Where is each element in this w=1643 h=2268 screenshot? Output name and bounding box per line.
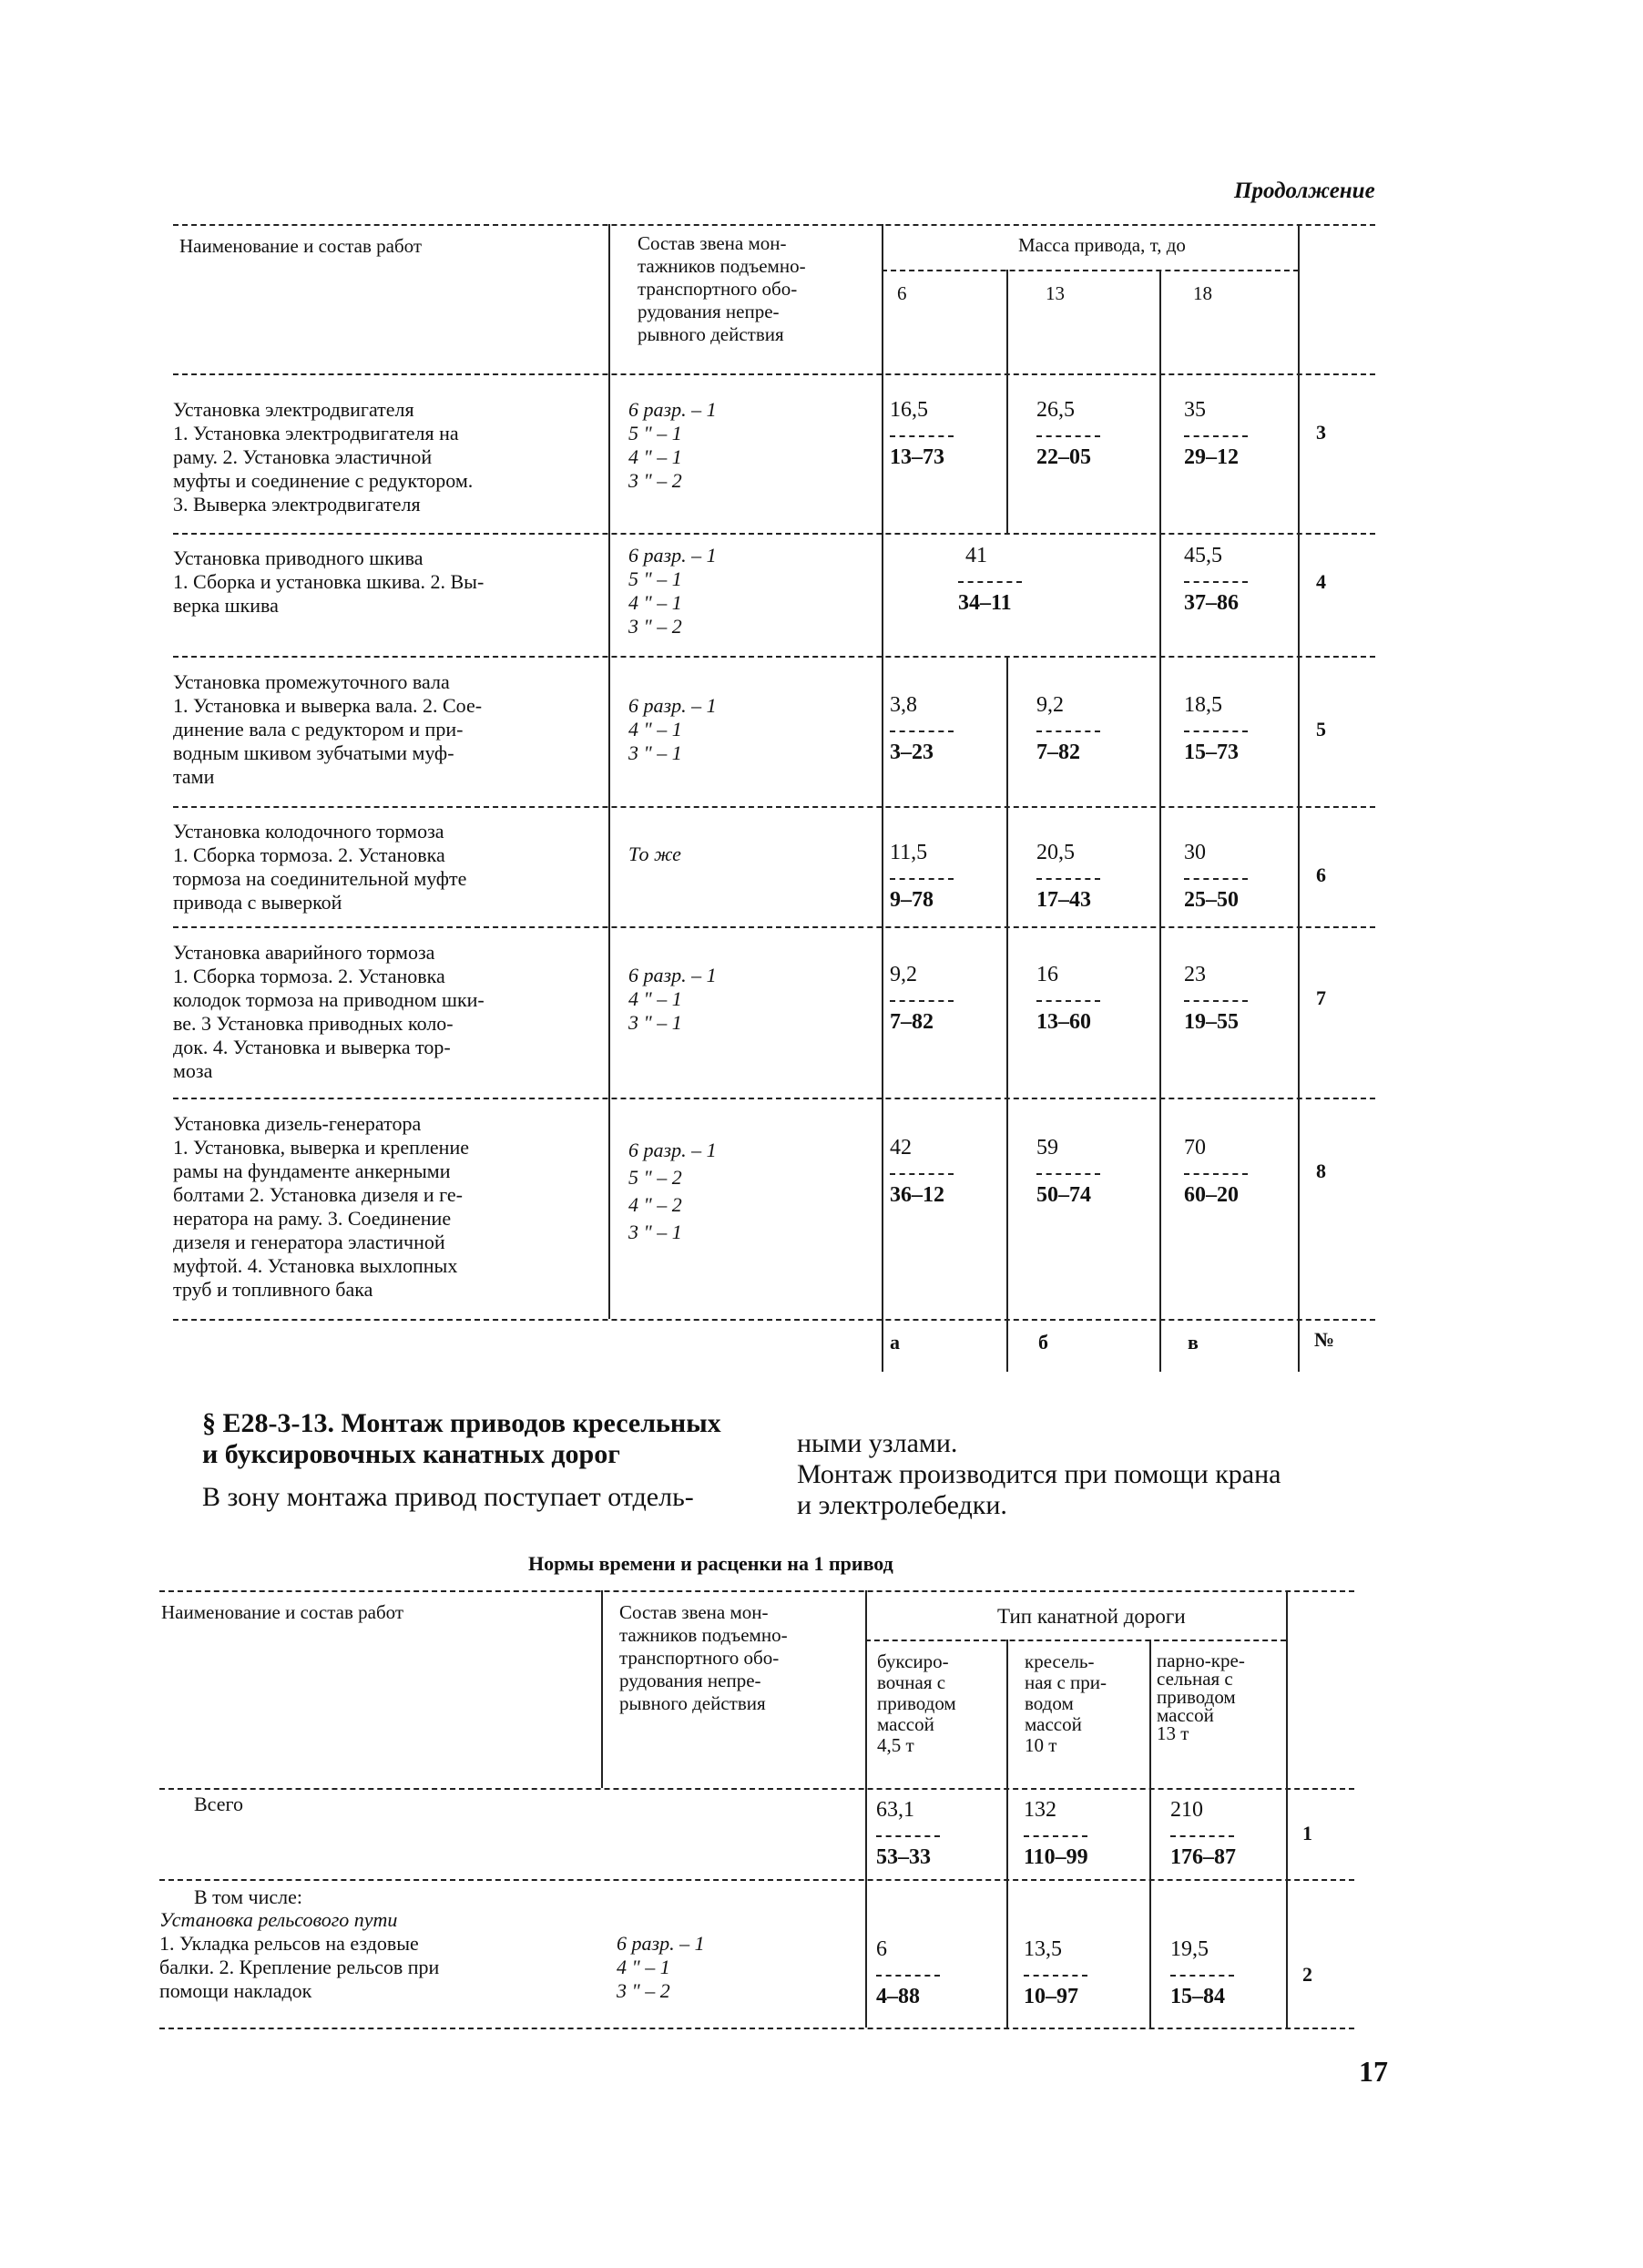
t1-row-crew: 6 разр. – 1 5 " – 2 4 " – 2 3 " – 1: [628, 1139, 717, 1243]
t2-value: 210 176–87: [1170, 1798, 1236, 1869]
t1-row-rule: [173, 926, 1375, 928]
t1-row-number: 5: [1316, 718, 1326, 741]
t2-header-crew: Состав звена мон- тажников подъемно- транспортного обо- рудования непре- рывного действия: [619, 1601, 788, 1714]
t1-row-rule: [173, 806, 1375, 808]
t1-value: 9,2 7–82: [1036, 694, 1109, 763]
t1-header-name: Наименование и состав работ: [179, 235, 423, 257]
t2-header-type: Тип канатной дороги: [997, 1605, 1186, 1628]
t1-row-name: Установка дизель-генератора 1. Установка, выверка и крепление рамы на фундаменте анкерными болтами 2. Установка дизеля и ге- нератора на раму. 3. Соединение дизеля и генератора эластичной муфтой. 4. Установка выхлопных труб и топливного бака: [173, 1112, 469, 1301]
t2-row-name: В том числе:: [194, 1885, 302, 1908]
t2-caption: Нормы времени и расценки на 1 привод: [528, 1552, 893, 1575]
t1-bottom-rule: [173, 1319, 1375, 1321]
t2-type-col: парно-кре- сельная с приводом массой 13 т: [1157, 1650, 1245, 1744]
t1-row-name: Установка электродвигателя 1. Установка электродвигателя на раму. 2. Установка эластичной муфты и соединение с редуктором. 3. Выверка электродвигателя: [173, 398, 474, 516]
t1-value: 16 13–60: [1036, 964, 1109, 1033]
t2-row-number: 2: [1302, 1963, 1312, 1986]
t1-footer-label: №: [1314, 1328, 1335, 1351]
t1-row-number: 7: [1316, 986, 1326, 1009]
t1-value: 20,5 17–43: [1036, 842, 1109, 911]
t2-row-rule: [159, 1879, 1354, 1881]
t2-type-col: кресель- ная с при- водом массой 10 т: [1025, 1650, 1107, 1756]
t1-row-crew: 6 разр. – 1 4 " – 1 3 " – 1: [628, 964, 717, 1034]
t2-col-divider: [1149, 1640, 1151, 2028]
t1-row-rule: [173, 656, 1375, 658]
t2-row-subname: Установка рельсового пути: [159, 1908, 398, 1931]
t1-value: 23 19–55: [1184, 964, 1257, 1033]
t1-row-name: Установка промежуточного вала 1. Установка и выверка вала. 2. Сое- динение вала с редуктором и при- водным шкивом зубчатыми муф- тами: [173, 670, 483, 788]
t1-value: 42 36–12: [890, 1137, 963, 1206]
page-number: 17: [1359, 2055, 1388, 2088]
t1-row-name: Установка аварийного тормоза 1. Сборка тормоза. 2. Установка колодок тормоза на приводном шки- ве. 3 Установка приводных коло- док. 4. Установка и выверка тор- моза: [173, 941, 485, 1082]
t1-row-number: 8: [1316, 1160, 1326, 1182]
t1-col-divider: [1006, 656, 1008, 1372]
t1-value: 3,8 3–23: [890, 694, 963, 763]
t1-value: 26,5 22–05: [1036, 399, 1109, 468]
t1-header-mass: Масса привода, т, до: [1018, 234, 1186, 256]
t1-mass-col: 13: [1046, 282, 1065, 304]
t2-col-divider: [1286, 1590, 1288, 2028]
t2-top-rule: [159, 1590, 1354, 1592]
section-heading: § Е28-3-13. Монтаж приводов кресельных и буксировочных канатных дорог: [202, 1408, 721, 1469]
t1-top-rule: [173, 224, 1375, 226]
t1-header-crew: Состав звена мон- тажников подъемно- транспортного обо- рудования непре- рывного действия: [638, 232, 806, 345]
section-left-text: В зону монтажа привод поступает отдель-: [202, 1482, 694, 1512]
t1-row-number: 4: [1316, 570, 1326, 593]
t1-row-rule: [173, 533, 1375, 535]
t1-row-crew: То же: [628, 843, 681, 865]
t1-row-crew: 6 разр. – 1 5 " – 1 4 " – 1 3 " – 2: [628, 544, 717, 638]
t2-value: 13,5 10–97: [1024, 1938, 1097, 2007]
t2-type-subrule: [865, 1640, 1286, 1641]
t2-bottom-rule: [159, 2028, 1354, 2029]
section-right-text: ными узлами. Монтаж производится при помощи крана и электролебедки.: [797, 1428, 1281, 1520]
t1-row-crew: 6 разр. – 1 4 " – 1 3 " – 1: [628, 694, 717, 764]
t1-row-number: 6: [1316, 863, 1326, 886]
t2-value: 6 4–88: [876, 1938, 949, 2007]
t1-col-divider: [1006, 270, 1008, 534]
t1-mass-subrule: [882, 270, 1299, 271]
t2-type-col: буксиро- вочная с приводом массой 4,5 т: [877, 1650, 956, 1756]
t1-mass-col: 18: [1193, 282, 1212, 304]
t1-header-rule: [173, 373, 1375, 375]
t1-value: 18,5 15–73: [1184, 694, 1257, 763]
t2-value: 19,5 15–84: [1170, 1938, 1243, 2007]
t2-row-number: 1: [1302, 1822, 1312, 1844]
t1-footer-label: б: [1038, 1331, 1048, 1354]
t1-value: 16,5 13–73: [890, 399, 963, 468]
t1-value: 11,5 9–78: [890, 842, 963, 911]
t1-value: 35 29–12: [1184, 399, 1257, 468]
t2-row-crew: 6 разр. – 1 4 " – 1 3 " – 2: [617, 1932, 705, 2002]
t2-header-rule: [159, 1788, 1354, 1790]
continuation-label: Продолжение: [1234, 179, 1375, 203]
t1-col-divider: [1298, 224, 1300, 1372]
t1-value: 41 34–11: [958, 545, 1031, 614]
t2-row-name: Всего: [194, 1793, 243, 1815]
t2-col-divider: [865, 1590, 867, 2028]
t1-row-name: Установка колодочного тормоза 1. Сборка тормоза. 2. Установка тормоза на соединительной муфте привода с выверкой: [173, 820, 467, 914]
t2-header-name: Наименование и состав работ: [161, 1601, 404, 1623]
t1-row-name: Установка приводного шкива 1. Сборка и установка шкива. 2. Вы- верка шкива: [173, 547, 485, 617]
t2-col-divider: [601, 1590, 603, 1788]
t1-value: 45,5 37–86: [1184, 545, 1257, 614]
t2-row-desc: 1. Укладка рельсов на ездовые балки. 2. Крепление рельсов при помощи накладок: [159, 1932, 440, 2002]
t1-row-crew: 6 разр. – 1 5 " – 1 4 " – 1 3 " – 2: [628, 398, 717, 492]
t1-col-divider: [608, 224, 610, 1319]
t2-value: 132 110–99: [1024, 1798, 1088, 1869]
t2-value: 63,1 53–33: [876, 1799, 949, 1868]
t1-value: 70 60–20: [1184, 1137, 1257, 1206]
t1-value: 9,2 7–82: [890, 964, 963, 1033]
t1-value: 59 50–74: [1036, 1137, 1109, 1206]
t1-col-divider: [882, 224, 883, 1372]
t1-footer-label: в: [1188, 1331, 1199, 1354]
t1-col-divider: [1159, 270, 1161, 1372]
t1-value: 30 25–50: [1184, 842, 1257, 911]
t2-col-divider: [1006, 1640, 1008, 2028]
t1-row-number: 3: [1316, 421, 1326, 444]
t1-footer-label: а: [890, 1331, 900, 1354]
t1-row-rule: [173, 1098, 1375, 1099]
t1-mass-col: 6: [897, 282, 907, 304]
